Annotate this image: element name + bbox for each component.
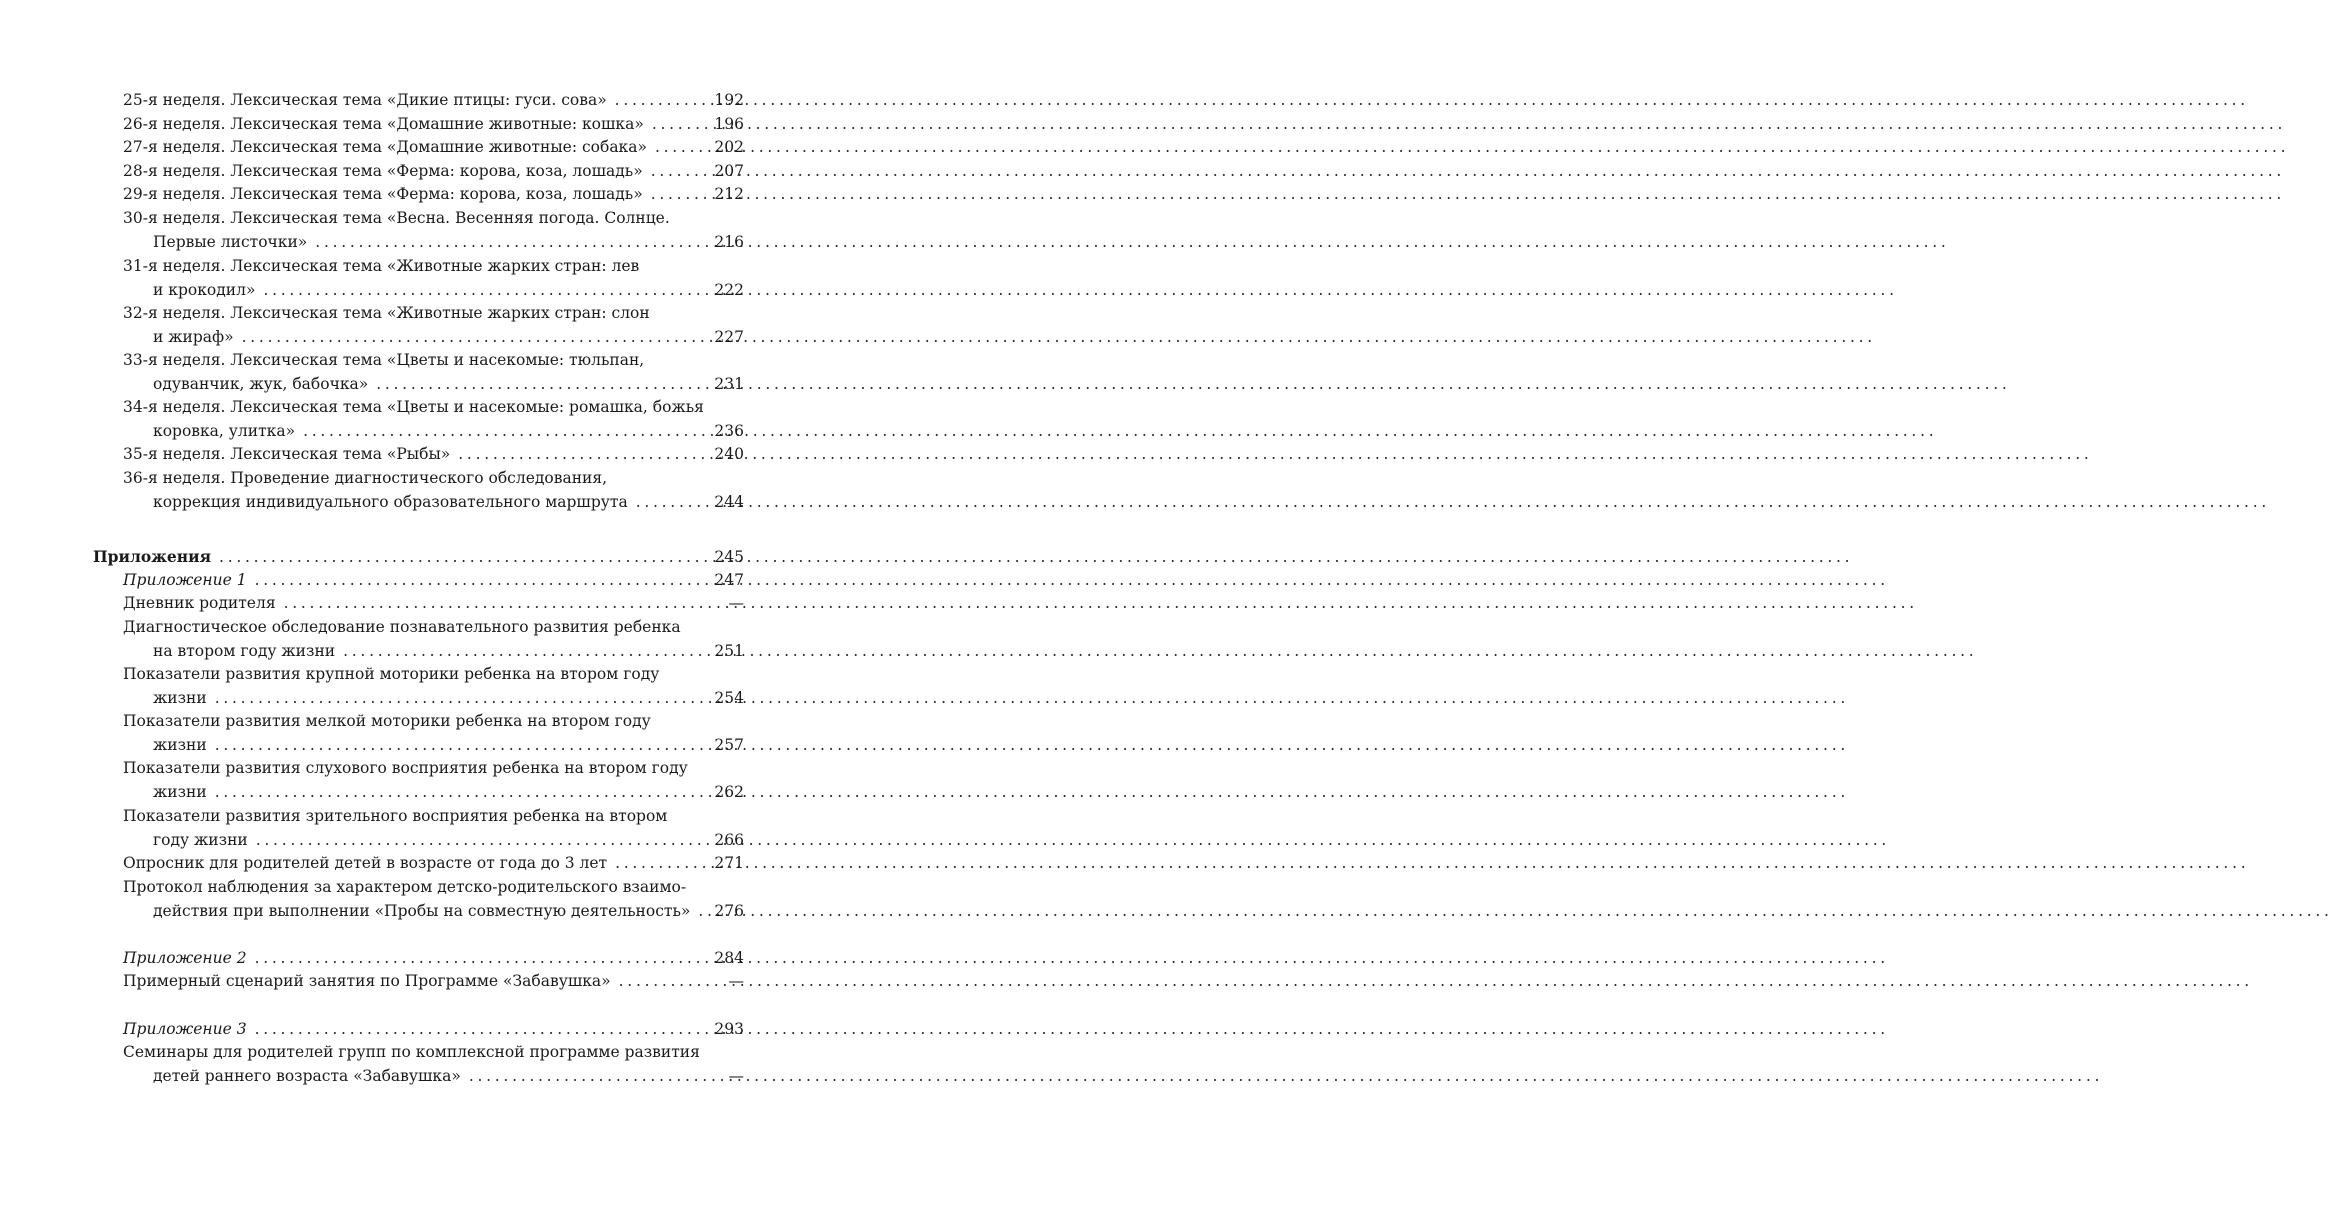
dot-leader	[636, 491, 712, 515]
page-number: 192	[714, 91, 744, 109]
entry-title: 27-я неделя. Лексическая тема «Домашние животные: собака»	[123, 138, 647, 156]
page-number: 207	[714, 162, 744, 180]
dot-leader	[698, 900, 711, 924]
page-number: 254	[714, 688, 744, 707]
entry-title-continued: действия при выполнении «Пробы на совместную деятельность»	[153, 901, 691, 920]
page-number: —	[728, 972, 744, 990]
entry-title-continued: одуванчик, жук, бабочка»	[153, 374, 369, 393]
page-number: 240	[714, 445, 744, 463]
dot-leader	[255, 947, 712, 971]
page-number: 247	[714, 571, 744, 589]
dot-leader	[458, 443, 711, 467]
toc-entry-parent-seminars[interactable]	[123, 1041, 744, 1088]
dot-leader	[652, 113, 712, 137]
toc-entry-week-34[interactable]	[123, 396, 744, 443]
dot-leader	[651, 160, 712, 184]
page-number: 244	[714, 492, 744, 511]
toc-entry-week-32[interactable]	[123, 302, 744, 349]
entry-title: 30-я неделя. Лексическая тема «Весна. Весенняя погода. Солнце.	[123, 209, 670, 227]
toc-entry-week-26[interactable]	[123, 113, 744, 137]
toc-entry-week-33[interactable]	[123, 349, 744, 396]
page-number: 227	[714, 327, 744, 346]
dot-leader	[219, 546, 711, 570]
toc-page	[0, 0, 827, 1211]
dot-leader	[255, 569, 712, 593]
dot-leader	[255, 1018, 712, 1042]
dot-leader	[215, 687, 712, 711]
toc-entry-gross-motor[interactable]	[123, 663, 744, 710]
entry-title: Диагностическое обследование познавательного развития ребенка	[123, 618, 681, 636]
entry-title-continued: коровка, улитка»	[153, 421, 296, 440]
dot-leader	[651, 183, 712, 207]
toc-entry-week-25[interactable]	[123, 89, 744, 113]
entry-title-continued: коррекция индивидуального образовательного маршрута	[153, 492, 628, 511]
entry-title-continued: жизни	[153, 782, 207, 801]
entry-title: 31-я неделя. Лексическая тема «Животные жарких стран: лев	[123, 257, 640, 275]
page-number: 212	[714, 185, 744, 203]
page-number: 271	[714, 854, 744, 872]
page-number: 216	[714, 232, 744, 251]
toc-entry-appendix-2[interactable]	[123, 947, 744, 971]
appendix-title: Приложение 1	[123, 571, 247, 589]
entry-title: 32-я неделя. Лексическая тема «Животные жарких стран: слон	[123, 304, 650, 322]
dot-leader	[215, 734, 712, 758]
dot-leader	[303, 420, 711, 444]
page-number: 293	[714, 1020, 744, 1038]
toc-entry-parent-questionnaire[interactable]	[123, 852, 744, 876]
entry-title: Опросник для родителей детей в возрасте от года до 3 лет	[123, 854, 608, 872]
page-number: 236	[714, 421, 744, 440]
entry-title: Семинары для родителей групп по комплексной программе развития	[123, 1043, 700, 1061]
dot-leader	[256, 829, 712, 853]
page-number: 262	[714, 782, 744, 801]
toc-entry-week-27[interactable]	[123, 136, 744, 160]
entry-title: Показатели развития слухового восприятия ребенка на втором году	[123, 759, 688, 777]
page-number: 245	[714, 548, 744, 566]
dot-leader	[615, 89, 712, 113]
page-number: 276	[714, 901, 744, 920]
entry-title-continued: жизни	[153, 735, 207, 754]
dot-leader	[615, 852, 711, 876]
page-number: 284	[714, 949, 744, 967]
dot-leader	[469, 1065, 726, 1089]
dot-leader	[343, 640, 711, 664]
appendix-title: Приложение 2	[123, 949, 247, 967]
entry-title-continued: и жираф»	[153, 327, 234, 346]
toc-entry-week-30[interactable]	[123, 207, 744, 254]
toc-entry-observation-protocol[interactable]	[123, 876, 744, 923]
toc-entry-week-29[interactable]	[123, 183, 744, 207]
dot-leader	[284, 592, 726, 616]
entry-title: 29-я неделя. Лексическая тема «Ферма: корова, коза, лошадь»	[123, 185, 643, 203]
entry-title: Показатели развития крупной моторики ребенка на втором году	[123, 665, 660, 683]
toc-entry-auditory[interactable]	[123, 757, 744, 804]
entry-title-continued: жизни	[153, 688, 207, 707]
toc-entry-cognitive-diagnostics[interactable]	[123, 616, 744, 663]
entry-title-continued: и крокодил»	[153, 280, 256, 299]
page-number: 266	[714, 830, 744, 849]
toc-entry-parent-diary[interactable]	[123, 592, 744, 616]
toc-entry-fine-motor[interactable]	[123, 710, 744, 757]
entry-title: Показатели развития зрительного восприятия ребенка на втором	[123, 807, 668, 825]
entry-title-continued: Первые листочки»	[153, 232, 308, 251]
page-number: 222	[714, 280, 744, 299]
toc-entry-visual[interactable]	[123, 805, 744, 852]
dot-leader	[263, 279, 711, 303]
entry-title-continued: детей раннего возраста «Забавушка»	[153, 1066, 461, 1085]
entry-title-continued: на втором году жизни	[153, 641, 336, 660]
dot-leader	[376, 373, 711, 397]
entry-title: 26-я неделя. Лексическая тема «Домашние животные: кошка»	[123, 115, 644, 133]
page-number: —	[728, 594, 744, 612]
page-number: 202	[714, 138, 744, 156]
entry-title: 35-я неделя. Лексическая тема «Рыбы»	[123, 445, 451, 463]
toc-entry-appendix-3[interactable]	[123, 1018, 744, 1042]
entry-title: 25-я неделя. Лексическая тема «Дикие птицы: гуси. сова»	[123, 91, 607, 109]
dot-leader	[655, 136, 711, 160]
page-number: —	[728, 1066, 744, 1085]
page-number: 257	[714, 735, 744, 754]
page-number: 231	[714, 374, 744, 393]
toc-entry-week-36[interactable]	[123, 467, 744, 514]
appendix-title: Приложение 3	[123, 1020, 247, 1038]
toc-entry-appendices[interactable]	[93, 545, 744, 569]
entry-title: Дневник родителя	[123, 594, 276, 612]
toc-entry-week-28[interactable]	[123, 160, 744, 184]
page-number: 196	[714, 115, 744, 133]
toc-entry-sample-lesson[interactable]	[123, 970, 744, 994]
dot-leader	[215, 781, 712, 805]
entry-title: Показатели развития мелкой моторики ребенка на втором году	[123, 712, 651, 730]
entry-title: 28-я неделя. Лексическая тема «Ферма: корова, коза, лошадь»	[123, 162, 643, 180]
entry-title-continued: году жизни	[153, 830, 248, 849]
toc-entry-appendix-1[interactable]	[123, 569, 744, 593]
section-title: Приложения	[93, 547, 212, 566]
entry-title: Протокол наблюдения за характером детско-родительского взаимо-	[123, 878, 687, 896]
entry-title: Примерный сценарий занятия по Программе «Забавушка»	[123, 972, 611, 990]
entry-title: 33-я неделя. Лексическая тема «Цветы и насекомые: тюльпан,	[123, 351, 645, 369]
dot-leader	[619, 970, 726, 994]
toc-entry-week-31[interactable]	[123, 255, 744, 302]
entry-title: 34-я неделя. Лексическая тема «Цветы и насекомые: ромашка, божья	[123, 398, 704, 416]
entry-title: 36-я неделя. Проведение диагностического обследования,	[123, 469, 608, 487]
dot-leader	[315, 231, 711, 255]
dot-leader	[242, 326, 712, 350]
page-number: 251	[714, 641, 744, 660]
toc-entry-week-35[interactable]	[123, 443, 744, 467]
